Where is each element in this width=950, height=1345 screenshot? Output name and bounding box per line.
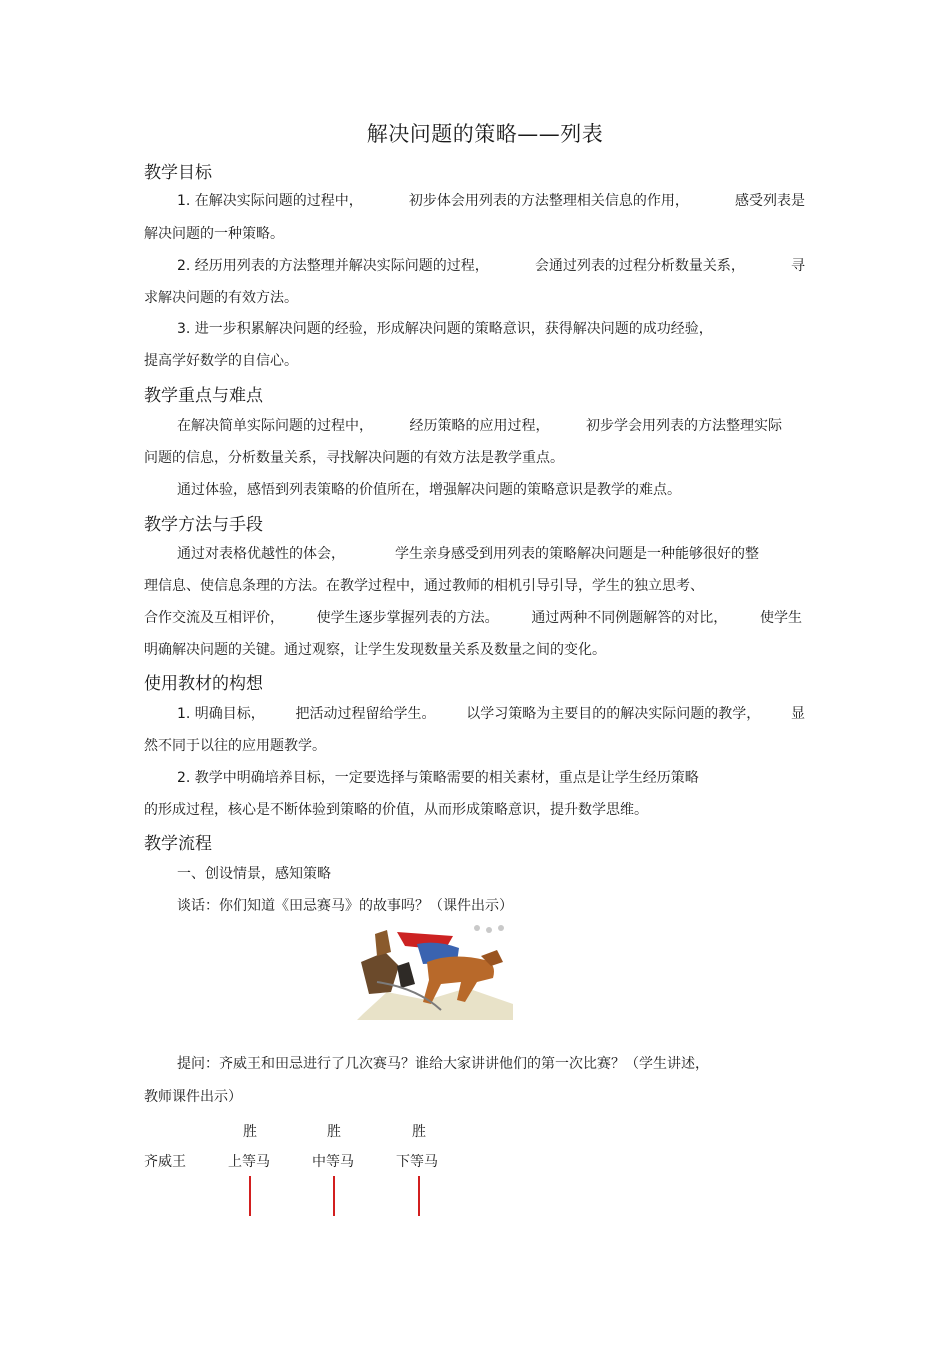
text-segment: 显 xyxy=(790,706,805,722)
matchup-line xyxy=(333,1176,335,1216)
materials-p1-line2: 然不同于以往的应用题教学。 xyxy=(144,738,326,754)
text-segment: 以学习策略为主要目的的解决实际问题的教学， xyxy=(466,706,761,722)
text-segment: 初步学会用列表的方法整理实际 xyxy=(586,418,782,434)
materials-p2-line1: 2. 教学中明确培养目标，一定要选择与策略需要的相关素材，重点是让学生经历策略 xyxy=(177,770,699,786)
matchup-line xyxy=(418,1176,420,1216)
text-segment: 初步体会用列表的方法整理相关信息的作用， xyxy=(408,193,689,209)
materials-p2-line2: 的形成过程，核心是不断体验到策略的价值，从而形成策略意识，提升数学思维。 xyxy=(144,802,648,818)
result-label: 胜 xyxy=(243,1124,257,1140)
text-segment: 通过对表格优越性的体会， xyxy=(177,546,345,562)
text-segment: 感受列表是 xyxy=(735,193,805,209)
goals-p1-line1 xyxy=(177,190,805,210)
heading-goals: 教学目标 xyxy=(144,163,212,183)
methods-line4: 明确解决问题的关键。通过观察，让学生发现数量关系及数量之间的变化。 xyxy=(144,642,606,658)
goals-p2-line2: 求解决问题的有效方法。 xyxy=(144,290,298,306)
text-segment: 寻 xyxy=(791,258,805,274)
horse-label: 上等马 xyxy=(228,1154,270,1170)
text-segment: 1. 明确目标， xyxy=(177,706,265,722)
horse-label: 下等马 xyxy=(396,1154,438,1170)
king-label: 齐威王 xyxy=(144,1154,186,1170)
goals-p2-line1 xyxy=(177,255,805,275)
text-segment: 使学生 xyxy=(759,610,802,626)
text-segment: 学生亲身感受到用列表的策略解决问题是一种能够很好的整 xyxy=(395,546,759,562)
result-label: 胜 xyxy=(412,1124,426,1140)
goals-p3-line2: 提高学好数学的自信心。 xyxy=(144,353,298,369)
flow-talk: 谈话：你们知道《田忌赛马》的故事吗？（课件出示） xyxy=(177,898,513,914)
heading-flow: 教学流程 xyxy=(144,834,212,854)
flow-question-line2: 教师课件出示） xyxy=(144,1089,242,1105)
heading-materials: 使用教材的构想 xyxy=(144,674,263,694)
text-segment: 合作交流及互相评价， xyxy=(144,610,284,626)
methods-line1 xyxy=(177,543,759,563)
horse-race-illustration-icon xyxy=(357,922,517,1020)
materials-p1-line1 xyxy=(177,703,805,723)
keypoints-p1-line2: 问题的信息，分析数量关系，寻找解决问题的有效方法是教学重点。 xyxy=(144,450,564,466)
flow-step1: 一、创设情景，感知策略 xyxy=(177,866,331,882)
goals-p1-line2: 解决问题的一种策略。 xyxy=(144,226,284,242)
text-segment: 把活动过程留给学生。 xyxy=(295,706,436,722)
flow-question-line1: 提问：齐威王和田忌进行了几次赛马？谁给大家讲讲他们的第一次比赛？（学生讲述， xyxy=(177,1056,709,1072)
text-segment: 通过两种不同例题解答的对比， xyxy=(531,610,728,626)
horse-label: 中等马 xyxy=(312,1154,354,1170)
keypoints-p2: 通过体验，感悟到列表策略的价值所在，增强解决问题的策略意识是教学的难点。 xyxy=(177,482,681,498)
text-segment: 2. 经历用列表的方法整理并解决实际问题的过程， xyxy=(177,258,489,274)
matchup-line xyxy=(249,1176,251,1216)
text-segment: 在解决简单实际问题的过程中， xyxy=(177,418,373,434)
methods-line2: 理信息、使信息条理的方法。在教学过程中，通过教师的相机引导引导，学生的独立思考、 xyxy=(144,578,704,594)
methods-line3 xyxy=(144,607,802,627)
text-segment: 1. 在解决实际问题的过程中， xyxy=(177,193,363,209)
goals-p3-line1: 3. 进一步积累解决问题的经验，形成解决问题的策略意识，获得解决问题的成功经验， xyxy=(177,321,713,337)
page-title: 解决问题的策略——列表 xyxy=(366,122,604,146)
result-label: 胜 xyxy=(327,1124,341,1140)
keypoints-p1-line1 xyxy=(177,415,782,435)
heading-key-points: 教学重点与难点 xyxy=(144,386,263,406)
heading-methods: 教学方法与手段 xyxy=(144,515,263,535)
text-segment: 经历策略的应用过程， xyxy=(409,418,550,434)
text-segment: 使学生逐步掌握列表的方法。 xyxy=(316,610,499,626)
text-segment: 会通过列表的过程分析数量关系， xyxy=(534,258,745,274)
